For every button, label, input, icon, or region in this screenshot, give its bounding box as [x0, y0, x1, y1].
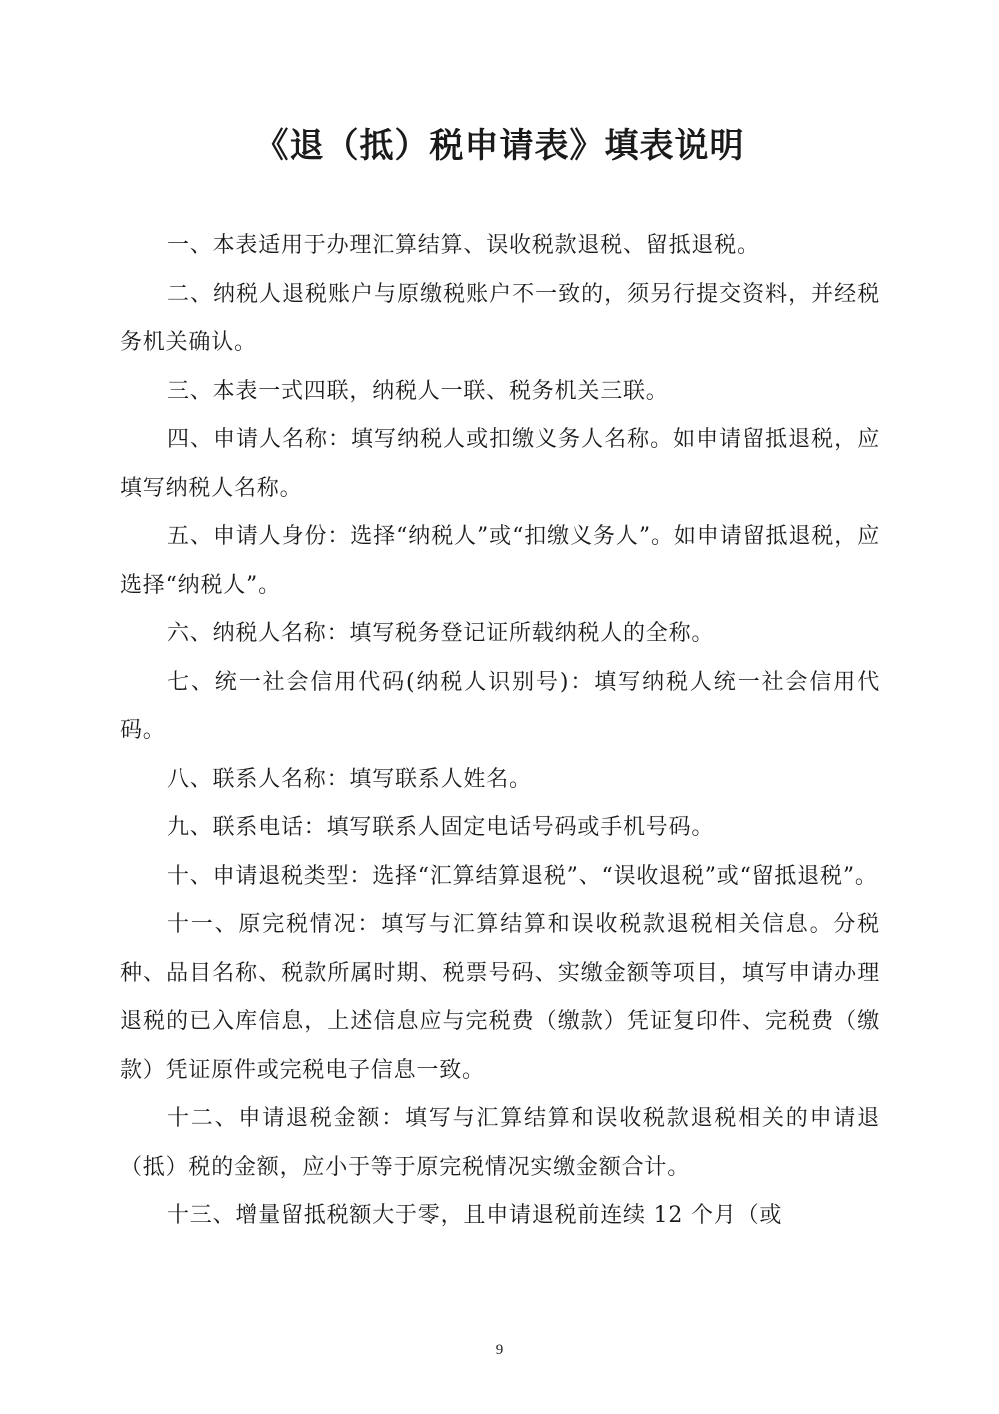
paragraph-4: 四、申请人名称：填写纳税人或扣缴义务人名称。如申请留抵退税，应填写纳税人名称。 [120, 427, 880, 501]
paragraph-5: 五、申请人身份：选择“纳税人”或“扣缴义务人”。如申请留抵退税，应选择“纳税人”。 [120, 524, 880, 598]
document-body [120, 222, 880, 1241]
paragraph-8: 八、联系人名称：填写联系人姓名。 [167, 766, 532, 792]
paragraph-13: 十三、增量留抵税额大于零，且申请退税前连续 12 个月（或 [167, 1203, 783, 1228]
paragraph-11: 十一、原完税情况：填写与汇算结算和误收税款退税相关信息。分税种、品目名称、税款所属时期、税票号码、实缴金额等项目，填写申请办理退税的已入库信息，上述信息应与完税费（缴款）凭证复印件、完税费（缴款）凭证原件或完税电子信息一致。 [120, 912, 880, 1083]
paragraph-1: 一、本表适用于办理汇算结算、误收税款退税、留抵退税。 [167, 233, 760, 258]
paragraph-9: 九、联系电话：填写联系人固定电话号码或手机号码。 [167, 815, 715, 840]
paragraph-12: 十二、申请退税金额：填写与汇算结算和误收税款退税相关的申请退（抵）税的金额，应小于等于原完税情况实缴金额合计。 [120, 1106, 880, 1180]
document-title: 《退（抵）税申请表》填表说明 [254, 126, 745, 166]
paragraph-3: 三、本表一式四联，纳税人一联、税务机关三联。 [167, 378, 669, 404]
page-number: 9 [495, 1342, 504, 1358]
paragraph-6: 六、纳税人名称：填写税务登记证所载纳税人的全称。 [167, 621, 715, 646]
paragraph-7: 七、统一社会信用代码(纳税人识别号)：填写纳税人统一社会信用代码。 [120, 669, 880, 743]
paragraph-2: 二、纳税人退税账户与原缴税账户不一致的，须另行提交资料，并经税务机关确认。 [120, 281, 880, 355]
paragraph-10: 十、申请退税类型：选择“汇算结算退税”、“误收退税”或“留抵退税”。 [167, 863, 878, 889]
